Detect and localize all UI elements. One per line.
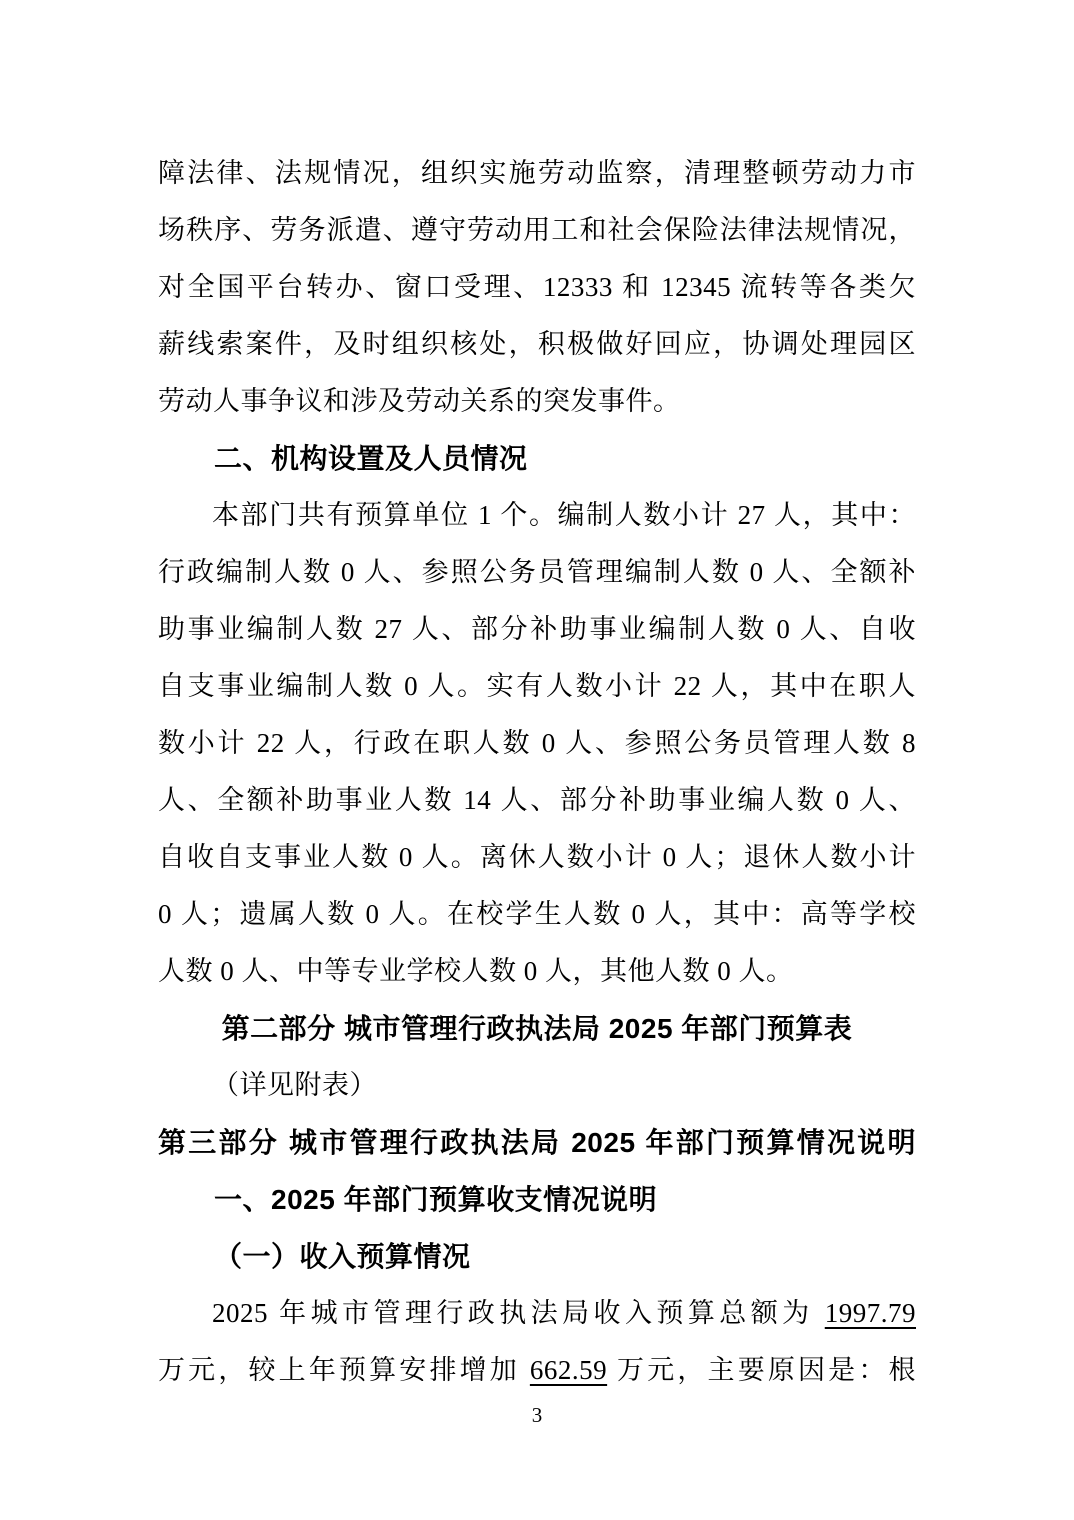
body-line: 数小计 22 人，行政在职人数 0 人、参照公务员管理人数 8 (158, 728, 916, 758)
income-total-underlined: 1997.79 (824, 1298, 916, 1328)
section-heading-organization: 二、机构设置及人员情况 (214, 443, 528, 474)
attachment-note: （详见附表） (212, 1070, 377, 1100)
body-line: 障法律、法规情况，组织实施劳动监察，清理整顿劳动力市 (158, 158, 916, 188)
body-line: 薪线索案件，及时组织核处，积极做好回应，协调处理园区 (158, 329, 916, 359)
income-line (158, 1342, 916, 1399)
income-text: 2025 年城市管理行政执法局收入预算总额为 (212, 1298, 825, 1328)
part3-heading: 第三部分 城市管理行政执法局 2025 年部门预算情况说明 (158, 1127, 916, 1158)
income-text: 万元，主要原因是：根 (607, 1355, 917, 1385)
page-number: 3 (531, 1403, 543, 1427)
body-line: 行政编制人数 0 人、参照公务员管理编制人数 0 人、全额补 (158, 557, 916, 587)
body-line: 助事业编制人数 27 人、部分补助事业编制人数 0 人、自收 (158, 614, 916, 644)
body-line: 劳动人事争议和涉及劳动关系的突发事件。 (158, 386, 681, 416)
body-line: 对全国平台转办、窗口受理、12333 和 12345 流转等各类欠 (158, 272, 916, 302)
income-line (158, 1285, 916, 1342)
body-line: 自支事业编制人数 0 人。实有人数小计 22 人，其中在职人 (158, 671, 916, 701)
body-line: 人、全额补助事业人数 14 人、部分补助事业编人数 0 人、 (158, 785, 916, 815)
body-line: 0 人；遗属人数 0 人。在校学生人数 0 人，其中：高等学校 (158, 899, 916, 929)
budget-overview-heading: 一、2025 年部门预算收支情况说明 (214, 1184, 658, 1215)
income-increase-underlined: 662.59 (529, 1355, 608, 1385)
body-line: 人数 0 人、中等专业学校人数 0 人，其他人数 0 人。 (158, 956, 794, 986)
income-text: 万元，较上年预算安排增加 (158, 1355, 530, 1385)
body-line: 场秩序、劳务派遣、遵守劳动用工和社会保险法律法规情况， (158, 215, 916, 245)
part2-heading: 第二部分 城市管理行政执法局 2025 年部门预算表 (221, 1013, 853, 1044)
income-budget-heading: （一）收入预算情况 (214, 1241, 471, 1272)
body-line: 本部门共有预算单位 1 个。编制人数小计 27 人，其中： (212, 500, 916, 530)
body-line: 自收自支事业人数 0 人。离休人数小计 0 人；退休人数小计 (158, 842, 916, 872)
